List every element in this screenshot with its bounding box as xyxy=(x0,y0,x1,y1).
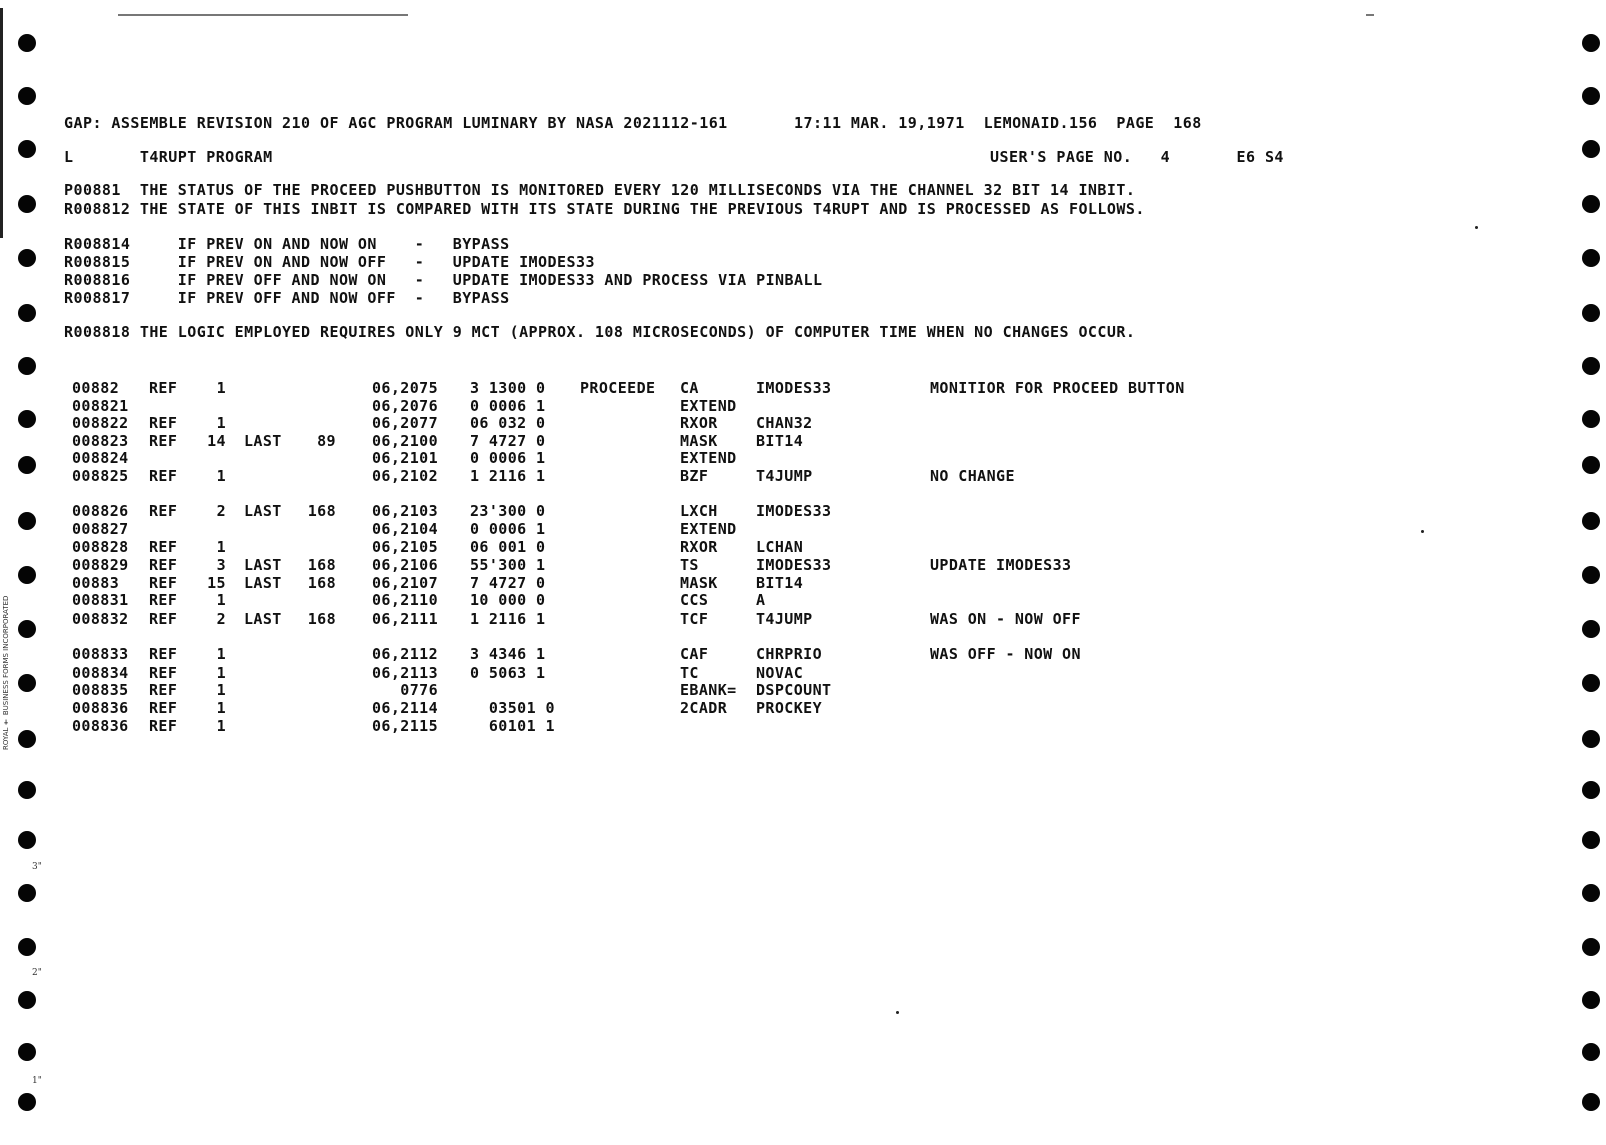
line-number: 008821 xyxy=(72,397,129,415)
ref-flag: REF xyxy=(149,681,178,699)
opcode: EXTEND xyxy=(680,397,737,415)
opcode: MASK xyxy=(680,432,718,450)
line-number: 008822 xyxy=(72,414,129,432)
ref-flag: REF xyxy=(149,538,178,556)
ref-flag: REF xyxy=(149,502,178,520)
feed-hole xyxy=(1582,512,1600,530)
opcode: CA xyxy=(680,379,699,397)
operand: CHRPRIO xyxy=(756,645,823,663)
feed-hole xyxy=(18,140,36,158)
line-number: 008826 xyxy=(72,502,129,520)
line-number: 008829 xyxy=(72,556,129,574)
ref-flag: REF xyxy=(149,556,178,574)
octal-code: 55'300 1 xyxy=(470,556,546,574)
feed-hole xyxy=(1582,781,1600,799)
last-page: 168 xyxy=(307,574,336,592)
feed-hole xyxy=(1582,195,1600,213)
last-page: 89 xyxy=(317,432,336,450)
operand: LCHAN xyxy=(756,538,804,556)
line-number: 008831 xyxy=(72,591,129,609)
ref-count: 1 xyxy=(216,699,226,717)
ref-count: 15 xyxy=(207,574,226,592)
operand: T4JUMP xyxy=(756,467,813,485)
ref-flag: REF xyxy=(149,591,178,609)
last-flag: LAST xyxy=(244,556,282,574)
feed-hole xyxy=(1582,357,1600,375)
header-subtitle-left: L T4RUPT PROGRAM xyxy=(64,148,273,166)
opcode: RXOR xyxy=(680,414,718,432)
condition-line: R008814 IF PREV ON AND NOW ON - BYPASS xyxy=(64,235,510,253)
last-flag: LAST xyxy=(244,432,282,450)
ref-flag: REF xyxy=(149,645,178,663)
opcode: CCS xyxy=(680,591,709,609)
feed-hole xyxy=(1582,1093,1600,1111)
description-line: R008812 THE STATE OF THIS INBIT IS COMPARED WITH ITS STATE DURING THE PREVIOUS T4RUPT AND IS PROCESSED AS FOLLOWS. xyxy=(64,200,1145,218)
paper-edge xyxy=(0,8,3,238)
header-title: GAP: ASSEMBLE REVISION 210 OF AGC PROGRAM LUMINARY BY NASA 2021112-161 17:11 MAR. 19,1971 LEMONAID.156 PAGE 168 xyxy=(64,114,1202,132)
ref-flag: REF xyxy=(149,467,178,485)
ref-count: 3 xyxy=(216,556,226,574)
address: 06,2110 xyxy=(372,591,439,609)
ref-flag: REF xyxy=(149,574,178,592)
ref-flag: REF xyxy=(149,432,178,450)
inch-mark: 1" xyxy=(32,1076,42,1086)
ref-flag: REF xyxy=(149,664,178,682)
line-number: 008833 xyxy=(72,645,129,663)
comment: UPDATE IMODES33 xyxy=(930,556,1072,574)
last-flag: LAST xyxy=(244,574,282,592)
feed-hole xyxy=(1582,140,1600,158)
feed-hole xyxy=(18,831,36,849)
feed-hole xyxy=(18,674,36,692)
comment: WAS ON - NOW OFF xyxy=(930,610,1081,628)
octal-code: 03501 0 xyxy=(470,699,555,717)
address: 06,2114 xyxy=(372,699,439,717)
last-page: 168 xyxy=(307,502,336,520)
speck xyxy=(1475,226,1478,229)
condition-line: R008815 IF PREV ON AND NOW OFF - UPDATE IMODES33 xyxy=(64,253,595,271)
address: 0776 xyxy=(372,681,439,699)
line-number: 008836 xyxy=(72,699,129,717)
address: 06,2077 xyxy=(372,414,439,432)
feed-hole xyxy=(18,884,36,902)
feed-hole xyxy=(18,34,36,52)
inch-mark: 3" xyxy=(32,862,42,872)
last-page: 168 xyxy=(307,556,336,574)
octal-code: 0 0006 1 xyxy=(470,397,546,415)
feed-hole xyxy=(1582,620,1600,638)
operand: DSPCOUNT xyxy=(756,681,832,699)
ref-flag: REF xyxy=(149,379,178,397)
operand: IMODES33 xyxy=(756,556,832,574)
feed-hole xyxy=(18,566,36,584)
opcode: EXTEND xyxy=(680,449,737,467)
feed-hole xyxy=(18,938,36,956)
header-subtitle-right: USER'S PAGE NO. 4 E6 S4 xyxy=(990,148,1284,166)
ref-count: 2 xyxy=(216,610,226,628)
comment: MONITIOR FOR PROCEED BUTTON xyxy=(930,379,1185,397)
operand: BIT14 xyxy=(756,432,804,450)
ref-count: 2 xyxy=(216,502,226,520)
operand: PROCKEY xyxy=(756,699,823,717)
address: 06,2107 xyxy=(372,574,439,592)
address: 06,2102 xyxy=(372,467,439,485)
opcode: 2CADR xyxy=(680,699,728,717)
octal-code: 23'300 0 xyxy=(470,502,546,520)
address: 06,2115 xyxy=(372,717,439,735)
inch-mark: 2" xyxy=(32,968,42,978)
address: 06,2075 xyxy=(372,379,439,397)
feed-hole xyxy=(1582,1043,1600,1061)
line-number: 00882 xyxy=(72,379,120,397)
address: 06,2113 xyxy=(372,664,439,682)
opcode: TC xyxy=(680,664,699,682)
opcode: EXTEND xyxy=(680,520,737,538)
ref-count: 1 xyxy=(216,538,226,556)
ref-count: 1 xyxy=(216,591,226,609)
address: 06,2104 xyxy=(372,520,439,538)
line-number: 008824 xyxy=(72,449,129,467)
octal-code: 7 4727 0 xyxy=(470,432,546,450)
address: 06,2100 xyxy=(372,432,439,450)
feed-hole xyxy=(18,991,36,1009)
operand: A xyxy=(756,591,766,609)
octal-code: 0 0006 1 xyxy=(470,449,546,467)
opcode: TS xyxy=(680,556,699,574)
line-number: 008823 xyxy=(72,432,129,450)
address: 06,2101 xyxy=(372,449,439,467)
feed-hole xyxy=(18,512,36,530)
octal-code: 0 0006 1 xyxy=(470,520,546,538)
octal-code: 60101 1 xyxy=(470,717,555,735)
feed-hole xyxy=(18,410,36,428)
line-number: 008836 xyxy=(72,717,129,735)
opcode: LXCH xyxy=(680,502,718,520)
ref-count: 1 xyxy=(216,681,226,699)
feed-hole xyxy=(1582,304,1600,322)
condition-line: R008816 IF PREV OFF AND NOW ON - UPDATE IMODES33 AND PROCESS VIA PINBALL xyxy=(64,271,823,289)
label: PROCEEDE xyxy=(580,379,656,397)
feed-hole xyxy=(1582,566,1600,584)
line-number: 008825 xyxy=(72,467,129,485)
feed-hole xyxy=(1582,938,1600,956)
comment: NO CHANGE xyxy=(930,467,1015,485)
feed-hole xyxy=(1582,884,1600,902)
feed-hole xyxy=(18,620,36,638)
feed-hole xyxy=(18,87,36,105)
opcode: BZF xyxy=(680,467,709,485)
feed-hole xyxy=(1582,410,1600,428)
octal-code: 3 1300 0 xyxy=(470,379,546,397)
octal-code: 1 2116 1 xyxy=(470,610,546,628)
feed-hole xyxy=(18,304,36,322)
operand: BIT14 xyxy=(756,574,804,592)
address: 06,2105 xyxy=(372,538,439,556)
opcode: RXOR xyxy=(680,538,718,556)
feed-hole xyxy=(1582,991,1600,1009)
logic-note: R008818 THE LOGIC EMPLOYED REQUIRES ONLY 9 MCT (APPROX. 108 MICROSECONDS) OF COMPUTER TIME WHEN NO CHANGES OCCUR. xyxy=(64,323,1136,341)
condition-line: R008817 IF PREV OFF AND NOW OFF - BYPASS xyxy=(64,289,510,307)
opcode: MASK xyxy=(680,574,718,592)
last-flag: LAST xyxy=(244,502,282,520)
feed-hole xyxy=(1582,87,1600,105)
feed-hole xyxy=(18,357,36,375)
ref-flag: REF xyxy=(149,699,178,717)
operand: IMODES33 xyxy=(756,379,832,397)
side-imprint: ROYAL ✝ BUSINESS FORMS INCORPORATED xyxy=(2,595,10,750)
octal-code: 06 001 0 xyxy=(470,538,546,556)
opcode: TCF xyxy=(680,610,709,628)
line-number: 008828 xyxy=(72,538,129,556)
top-noise xyxy=(1366,14,1374,16)
feed-hole xyxy=(18,781,36,799)
line-number: 008834 xyxy=(72,664,129,682)
address: 06,2103 xyxy=(372,502,439,520)
ref-flag: REF xyxy=(149,610,178,628)
operand: CHAN32 xyxy=(756,414,813,432)
feed-hole xyxy=(1582,730,1600,748)
octal-code: 1 2116 1 xyxy=(470,467,546,485)
ref-count: 1 xyxy=(216,645,226,663)
feed-hole xyxy=(18,249,36,267)
feed-hole xyxy=(18,1093,36,1111)
last-page: 168 xyxy=(307,610,336,628)
octal-code: 10 000 0 xyxy=(470,591,546,609)
line-number: 008827 xyxy=(72,520,129,538)
octal-code: 7 4727 0 xyxy=(470,574,546,592)
feed-hole xyxy=(18,195,36,213)
operand: NOVAC xyxy=(756,664,804,682)
opcode: EBANK= xyxy=(680,681,737,699)
ref-flag: REF xyxy=(149,414,178,432)
operand: T4JUMP xyxy=(756,610,813,628)
feed-hole xyxy=(1582,831,1600,849)
address: 06,2106 xyxy=(372,556,439,574)
feed-hole xyxy=(18,730,36,748)
octal-code: 06 032 0 xyxy=(470,414,546,432)
ref-count: 1 xyxy=(216,664,226,682)
ref-flag: REF xyxy=(149,717,178,735)
ref-count: 1 xyxy=(216,379,226,397)
address: 06,2112 xyxy=(372,645,439,663)
opcode: CAF xyxy=(680,645,709,663)
feed-hole xyxy=(18,456,36,474)
octal-code: 3 4346 1 xyxy=(470,645,546,663)
address: 06,2076 xyxy=(372,397,439,415)
line-number: 008832 xyxy=(72,610,129,628)
feed-hole xyxy=(1582,456,1600,474)
line-number: 008835 xyxy=(72,681,129,699)
feed-hole xyxy=(18,1043,36,1061)
last-flag: LAST xyxy=(244,610,282,628)
octal-code: 0 5063 1 xyxy=(470,664,546,682)
feed-hole xyxy=(1582,249,1600,267)
ref-count: 14 xyxy=(207,432,226,450)
ref-count: 1 xyxy=(216,717,226,735)
ref-count: 1 xyxy=(216,467,226,485)
address: 06,2111 xyxy=(372,610,439,628)
operand: IMODES33 xyxy=(756,502,832,520)
feed-hole xyxy=(1582,34,1600,52)
feed-hole xyxy=(1582,674,1600,692)
comment: WAS OFF - NOW ON xyxy=(930,645,1081,663)
speck xyxy=(1421,530,1424,533)
top-noise xyxy=(118,14,408,16)
ref-count: 1 xyxy=(216,414,226,432)
description-line: P00881 THE STATUS OF THE PROCEED PUSHBUTTON IS MONITORED EVERY 120 MILLISECONDS VIA THE CHANNEL 32 BIT 14 INBIT. xyxy=(64,181,1136,199)
speck xyxy=(896,1011,899,1014)
line-number: 00883 xyxy=(72,574,120,592)
